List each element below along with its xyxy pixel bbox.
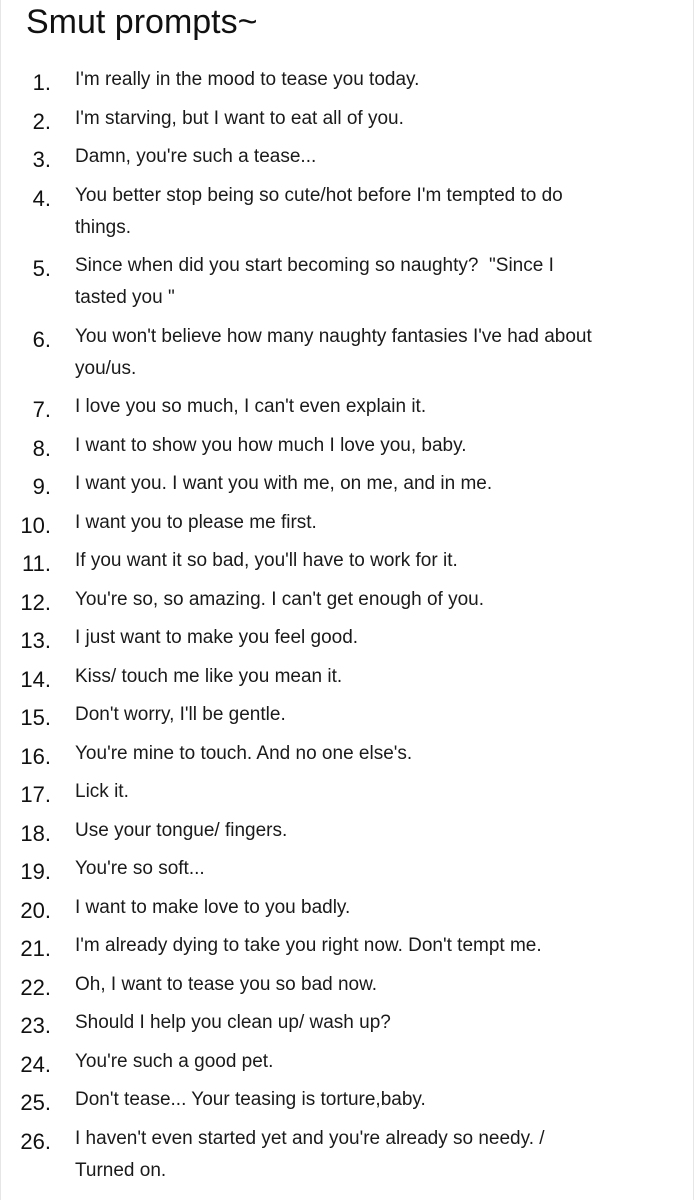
list-item xyxy=(1,103,694,135)
item-text: I want to make love to you badly. xyxy=(75,896,351,918)
list-item xyxy=(1,1046,694,1078)
item-text: I'm already dying to take you right now. Don't tempt me. xyxy=(75,935,542,956)
item-number: 3. xyxy=(32,147,51,172)
item-number: 14. xyxy=(20,666,51,692)
list-item xyxy=(1,545,694,577)
list-item xyxy=(1,1123,694,1187)
list-item xyxy=(1,141,694,173)
item-number: 11. xyxy=(22,551,51,576)
item-number: 17. xyxy=(20,782,51,807)
item-number: 26. xyxy=(20,1128,51,1154)
item-number: 8. xyxy=(32,435,51,461)
item-text: You're mine to touch. And no one else's. xyxy=(75,742,413,764)
item-text: You're so, so amazing. I can't get enough of you. xyxy=(75,588,484,610)
list-item xyxy=(1,661,694,693)
item-number: 12. xyxy=(20,589,51,615)
item-text: I just want to make you feel good. xyxy=(75,627,359,648)
list-item xyxy=(1,180,694,244)
item-text: Don't worry, I'll be gentle. xyxy=(75,704,286,725)
item-number: 22. xyxy=(20,974,51,1000)
list-item xyxy=(1,930,694,962)
list-item xyxy=(1,969,694,1001)
item-text: I want to show you how much I love you, baby. xyxy=(75,434,467,456)
list-item xyxy=(1,815,694,847)
list-item xyxy=(1,1007,694,1039)
list-item xyxy=(1,584,694,616)
item-text: Oh, I want to tease you so bad now. xyxy=(75,973,378,995)
item-number: 7. xyxy=(32,397,51,422)
item-text: I haven't even started yet and you're already so needy. / Turned on. xyxy=(75,1127,545,1181)
item-number: 10. xyxy=(20,512,51,538)
item-text: Use your tongue/ fingers. xyxy=(75,819,288,841)
list-item xyxy=(1,468,694,500)
list-item xyxy=(1,699,694,731)
item-text: I love you so much, I can't even explain it. xyxy=(75,396,427,417)
item-text: I'm really in the mood to tease you today. xyxy=(75,69,420,90)
list-item xyxy=(1,250,694,314)
item-number: 6. xyxy=(32,326,51,352)
item-text: Damn, you're such a tease... xyxy=(75,146,317,167)
list-item xyxy=(1,64,694,96)
list-item xyxy=(1,776,694,808)
item-number: 9. xyxy=(32,474,51,499)
item-number: 19. xyxy=(20,859,51,884)
item-text: You better stop being so cute/hot before I'm tempted to do things. xyxy=(75,184,563,238)
item-text: Lick it. xyxy=(75,781,129,802)
item-number: 2. xyxy=(32,108,51,134)
item-text: Kiss/ touch me like you mean it. xyxy=(75,665,343,687)
list-item xyxy=(1,430,694,462)
item-number: 24. xyxy=(20,1051,51,1077)
item-text: Should I help you clean up/ wash up? xyxy=(75,1012,391,1033)
item-number: 21. xyxy=(20,936,51,961)
list-item xyxy=(1,1084,694,1116)
item-number: 20. xyxy=(20,897,51,923)
item-number: 5. xyxy=(32,256,51,281)
list-item xyxy=(1,738,694,770)
list-item xyxy=(1,892,694,924)
item-text: You won't believe how many naughty fantasies I've had about you/us. xyxy=(75,325,592,379)
item-text: Since when did you start becoming so naughty? "Since I tasted you " xyxy=(75,255,554,308)
item-number: 23. xyxy=(20,1013,51,1038)
list-item xyxy=(1,622,694,654)
item-text: Don't tease... Your teasing is torture,baby. xyxy=(75,1089,426,1110)
list-item xyxy=(1,507,694,539)
list-item xyxy=(1,391,694,423)
item-number: 15. xyxy=(20,705,51,730)
list-item xyxy=(1,853,694,885)
list-item xyxy=(1,321,694,385)
item-number: 25. xyxy=(20,1090,51,1115)
item-number: 1. xyxy=(32,70,51,95)
item-number: 4. xyxy=(32,185,51,211)
page-title: Smut prompts~ xyxy=(26,3,258,41)
item-number: 13. xyxy=(20,628,51,653)
item-text: If you want it so bad, you'll have to work for it. xyxy=(75,550,458,571)
item-text: I want you. I want you with me, on me, and in me. xyxy=(75,473,493,494)
item-number: 16. xyxy=(20,743,51,769)
item-text: You're such a good pet. xyxy=(75,1050,274,1072)
item-text: I want you to please me first. xyxy=(75,511,317,533)
prompt-list xyxy=(1,64,694,1187)
item-text: You're so soft... xyxy=(75,858,205,879)
item-text: I'm starving, but I want to eat all of you. xyxy=(75,107,404,129)
item-number: 18. xyxy=(20,820,51,846)
